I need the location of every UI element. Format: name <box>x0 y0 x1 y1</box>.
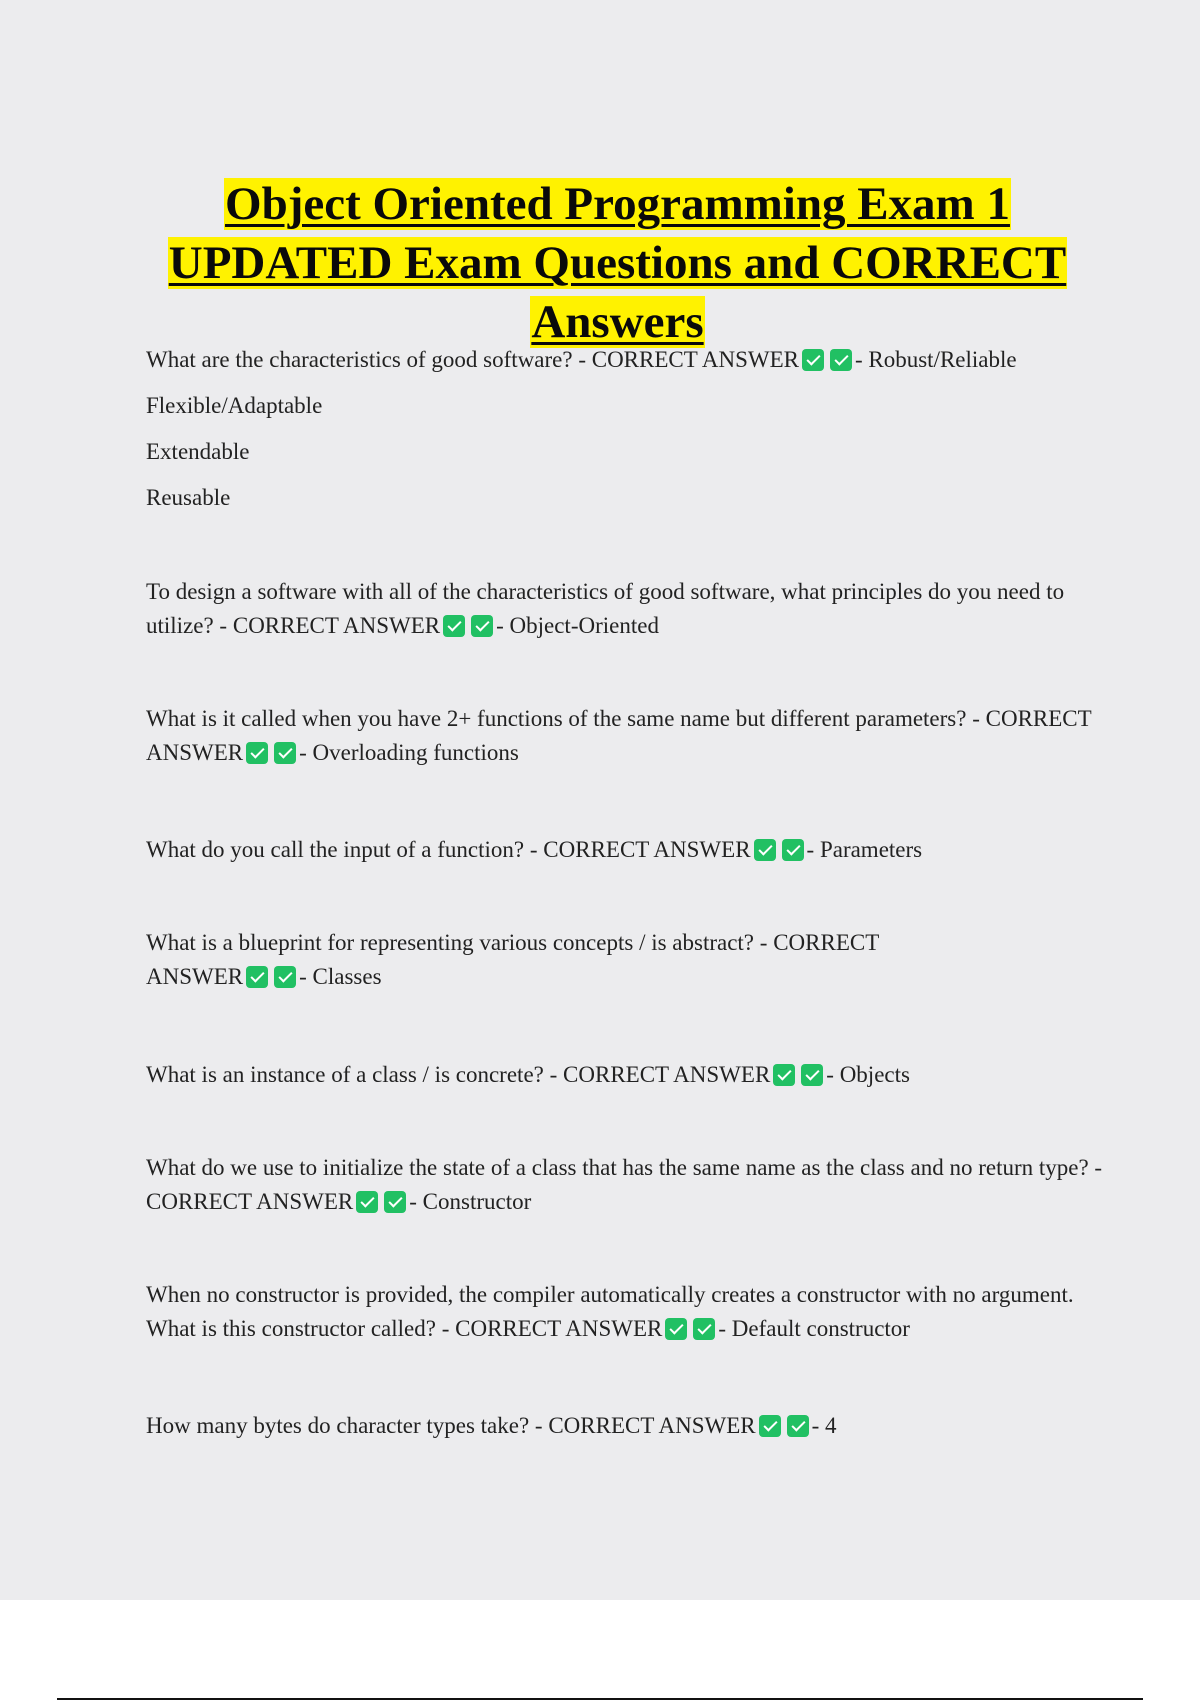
check-icon <box>782 839 804 861</box>
qa-text <box>146 833 1106 867</box>
title-line: Object Oriented Programming Exam 1 <box>225 178 1010 231</box>
answer-list-item: Flexible/Adaptable <box>146 393 323 418</box>
qa-text <box>146 1058 1106 1092</box>
qa-text <box>146 1278 1106 1346</box>
qa-text <box>146 1409 1106 1443</box>
qa-item <box>146 926 946 994</box>
check-icon <box>787 1415 809 1437</box>
question-text: To design a software with all of the characteristics of good software, what principles do you need to utilize? - <box>146 579 1065 638</box>
check-icon <box>471 615 493 637</box>
question-text: What is an instance of a class / is concrete? - <box>146 1062 558 1087</box>
qa-item <box>146 343 1106 515</box>
question-text: When no constructor is provided, the compiler automatically creates a constructor with no argument. What is this constructor called? - <box>146 1282 1074 1341</box>
answer-text: - Parameters <box>806 837 923 862</box>
check-icon <box>773 1064 795 1086</box>
qa-item <box>146 1278 1106 1346</box>
check-icon <box>246 966 268 988</box>
check-icon <box>384 1191 406 1213</box>
check-icon <box>443 615 465 637</box>
answer-marker: CORRECT ANSWER <box>563 1062 771 1087</box>
qa-text <box>146 343 1106 377</box>
check-icon <box>356 1191 378 1213</box>
answer-text: - 4 <box>811 1413 837 1438</box>
qa-text <box>146 926 946 994</box>
qa-item <box>146 1151 1106 1219</box>
answer-text: - Overloading functions <box>299 740 519 765</box>
answer-text: - Robust/Reliable <box>854 347 1017 372</box>
answer-text: - Classes <box>299 964 382 989</box>
qa-text <box>146 702 1106 770</box>
answer-text: - Constructor <box>409 1189 532 1214</box>
check-icon <box>759 1415 781 1437</box>
answer-text: - Object-Oriented <box>496 613 659 638</box>
question-text: What is it called when you have 2+ functions of the same name but different parameters? - <box>146 706 980 731</box>
answer-marker: CORRECT ANSWER <box>146 706 1092 765</box>
question-text: What is a blueprint for representing various concepts / is abstract? - <box>146 930 768 955</box>
qa-item <box>146 1409 1106 1443</box>
qa-text <box>146 575 1106 643</box>
check-icon <box>830 349 852 371</box>
qa-text <box>146 1151 1106 1219</box>
qa-item <box>146 1058 1106 1092</box>
check-icon <box>274 742 296 764</box>
answer-marker: CORRECT ANSWER <box>543 837 751 862</box>
title-line: UPDATED Exam Questions and CORRECT <box>168 237 1067 290</box>
answer-marker: CORRECT ANSWER <box>232 613 441 638</box>
check-icon <box>665 1318 687 1340</box>
check-icon <box>246 742 268 764</box>
check-icon <box>274 966 296 988</box>
check-icon <box>693 1318 715 1340</box>
answer-text: - Objects <box>826 1062 910 1087</box>
qa-item <box>146 575 1106 643</box>
answer-marker: CORRECT ANSWER <box>591 347 799 372</box>
question-text: How many bytes do character types take? - <box>146 1413 543 1438</box>
answer-list-item: Extendable <box>146 439 250 464</box>
answer-marker: CORRECT ANSWER <box>146 1189 354 1214</box>
check-icon <box>802 349 824 371</box>
qa-item <box>146 833 1106 867</box>
answer-marker: CORRECT ANSWER <box>455 1316 663 1341</box>
answer-text: - Default constructor <box>718 1316 910 1341</box>
check-icon <box>754 839 776 861</box>
answer-list-item: Reusable <box>146 485 231 510</box>
qa-item <box>146 702 1106 770</box>
document-title <box>120 175 1115 352</box>
question-text: What do we use to initialize the state of a class that has the same name as the class and no return type? - <box>146 1155 1103 1180</box>
question-text: What do you call the input of a function? - <box>146 837 538 862</box>
question-text: What are the characteristics of good software? - <box>146 347 586 372</box>
answer-marker: CORRECT ANSWER <box>548 1413 756 1438</box>
answer-marker: CORRECT ANSWER <box>146 930 879 989</box>
check-icon <box>801 1064 823 1086</box>
title-line: Answers <box>531 296 704 349</box>
